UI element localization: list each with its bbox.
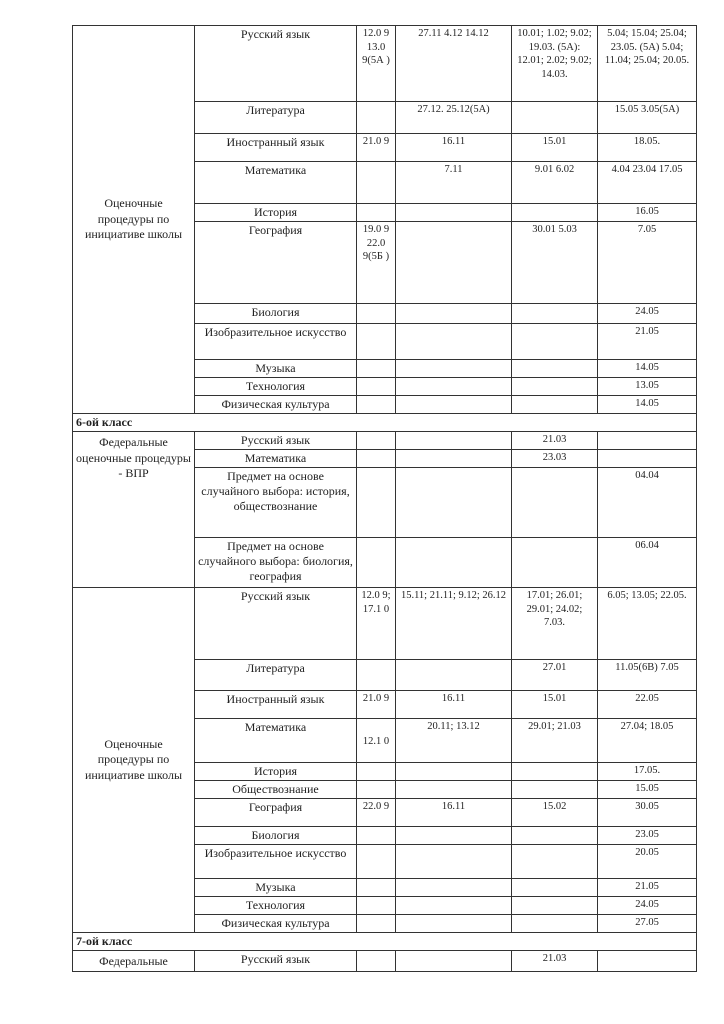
date-cell: [357, 360, 396, 378]
subject-cell: Предмет на основе случайного выбора: биология, география: [195, 538, 357, 588]
date-cell: 27.04; 18.05: [598, 719, 697, 763]
date-cell: 20.05: [598, 845, 697, 879]
date-cell: 16.11: [396, 799, 512, 827]
table-row: [73, 432, 697, 450]
category-cell: Оценочные процедуры по инициативе школы: [73, 588, 195, 933]
date-cell: 15.02: [512, 799, 598, 827]
date-cell: [512, 827, 598, 845]
date-cell: [598, 450, 697, 468]
subject-cell: Русский язык: [195, 26, 357, 102]
date-cell: [512, 360, 598, 378]
subject-cell: Предмет на основе случайного выбора: история, обществознание: [195, 468, 357, 538]
date-cell: [357, 378, 396, 396]
date-cell: [357, 845, 396, 879]
subject-cell: Русский язык: [195, 588, 357, 660]
date-cell: 16.11: [396, 691, 512, 719]
date-cell: 16.05: [598, 204, 697, 222]
date-cell: [357, 951, 396, 972]
date-cell: [396, 827, 512, 845]
date-cell: 21.05: [598, 324, 697, 360]
date-cell: [396, 432, 512, 450]
subject-cell: История: [195, 763, 357, 781]
date-cell: [512, 102, 598, 134]
date-cell: [512, 304, 598, 324]
date-cell: 19.0 9 22.0 9(5Б ): [357, 222, 396, 304]
date-cell: 27.01: [512, 660, 598, 691]
date-cell: 15.05: [598, 781, 697, 799]
date-cell: 20.11; 13.12: [396, 719, 512, 763]
date-cell: 4.04 23.04 17.05: [598, 162, 697, 204]
subject-cell: Математика: [195, 719, 357, 763]
subject-cell: Технология: [195, 378, 357, 396]
date-cell: 23.05: [598, 827, 697, 845]
date-cell: [396, 468, 512, 538]
date-cell: 22.05: [598, 691, 697, 719]
date-cell: [396, 360, 512, 378]
date-cell: [396, 951, 512, 972]
date-cell: [396, 378, 512, 396]
date-cell: 23.03: [512, 450, 598, 468]
date-cell: 7.11: [396, 162, 512, 204]
date-cell: 06.04: [598, 538, 697, 588]
date-cell: 21.0 9: [357, 134, 396, 162]
date-cell: 10.01; 1.02; 9.02; 19.03. (5А): 12.01; 2.02; 9.02; 14.03.: [512, 26, 598, 102]
date-cell: 5.04; 15.04; 25.04; 23.05. (5А) 5.04; 11.04; 25.04; 20.05.: [598, 26, 697, 102]
date-cell: [512, 204, 598, 222]
date-cell: [396, 897, 512, 915]
date-cell: 15.05 3.05(5А): [598, 102, 697, 134]
date-cell: [512, 468, 598, 538]
date-cell: [396, 763, 512, 781]
subject-cell: Литература: [195, 660, 357, 691]
date-cell: 14.05: [598, 396, 697, 414]
date-cell: 12.0 9 13.0 9(5А ): [357, 26, 396, 102]
date-cell: [357, 204, 396, 222]
date-cell: 16.11: [396, 134, 512, 162]
date-cell: [396, 879, 512, 897]
date-cell: 18.05.: [598, 134, 697, 162]
subject-cell: Математика: [195, 450, 357, 468]
date-cell: 24.05: [598, 897, 697, 915]
subject-cell: Изобразительное искусство: [195, 845, 357, 879]
date-cell: 30.05: [598, 799, 697, 827]
date-cell: [357, 915, 396, 933]
date-cell: [357, 538, 396, 588]
category-cell: Федеральные оценочные процедуры - ВПР: [73, 432, 195, 588]
schedule-page: [72, 25, 696, 972]
subject-cell: Иностранный язык: [195, 134, 357, 162]
category-cell: Федеральные: [73, 951, 195, 972]
date-cell: [396, 222, 512, 304]
date-cell: [396, 450, 512, 468]
subject-cell: Изобразительное искусство: [195, 324, 357, 360]
grade-row: [73, 414, 697, 432]
date-cell: 14.05: [598, 360, 697, 378]
date-cell: [512, 396, 598, 414]
subject-cell: Биология: [195, 827, 357, 845]
date-cell: [396, 204, 512, 222]
subject-cell: Физическая культура: [195, 396, 357, 414]
date-cell: [357, 827, 396, 845]
date-cell: [396, 538, 512, 588]
date-cell: [357, 396, 396, 414]
date-cell: 21.03: [512, 432, 598, 450]
date-cell: 27.12. 25.12(5А): [396, 102, 512, 134]
date-cell: 21.05: [598, 879, 697, 897]
date-cell: 24.05: [598, 304, 697, 324]
date-cell: 04.04: [598, 468, 697, 538]
date-cell: 29.01; 21.03: [512, 719, 598, 763]
subject-cell: Русский язык: [195, 432, 357, 450]
category-cell: Оценочные процедуры по инициативе школы: [73, 26, 195, 414]
date-cell: 30.01 5.03: [512, 222, 598, 304]
date-cell: 22.0 9: [357, 799, 396, 827]
date-cell: [357, 450, 396, 468]
date-cell: [357, 763, 396, 781]
date-cell: [512, 538, 598, 588]
table-row: [73, 588, 697, 660]
assessment-schedule-table: [72, 25, 697, 972]
date-cell: 15.01: [512, 691, 598, 719]
date-cell: 12.0 9; 17.1 0: [357, 588, 396, 660]
table-row: [73, 26, 697, 102]
subject-cell: Биология: [195, 304, 357, 324]
date-cell: 27.11 4.12 14.12: [396, 26, 512, 102]
date-cell: 11.05(6В) 7.05: [598, 660, 697, 691]
date-cell: 17.01; 26.01; 29.01; 24.02; 7.03.: [512, 588, 598, 660]
date-cell: [357, 468, 396, 538]
date-cell: 6.05; 13.05; 22.05.: [598, 588, 697, 660]
grade-heading: 6-ой класс: [73, 414, 697, 432]
subject-cell: Русский язык: [195, 951, 357, 972]
subject-cell: Музыка: [195, 360, 357, 378]
date-cell: [357, 897, 396, 915]
subject-cell: Технология: [195, 897, 357, 915]
subject-cell: География: [195, 799, 357, 827]
date-cell: [598, 432, 697, 450]
date-cell: [512, 845, 598, 879]
date-cell: 21.03: [512, 951, 598, 972]
date-cell: 9.01 6.02: [512, 162, 598, 204]
date-cell: [512, 897, 598, 915]
date-cell: 7.05: [598, 222, 697, 304]
date-cell: 12.1 0: [357, 719, 396, 763]
date-cell: [357, 324, 396, 360]
date-cell: [512, 781, 598, 799]
subject-cell: Обществознание: [195, 781, 357, 799]
date-cell: [396, 845, 512, 879]
date-cell: [396, 324, 512, 360]
date-cell: 13.05: [598, 378, 697, 396]
date-cell: [598, 951, 697, 972]
date-cell: [357, 781, 396, 799]
date-cell: [357, 879, 396, 897]
date-cell: [396, 781, 512, 799]
date-cell: [512, 915, 598, 933]
date-cell: [357, 162, 396, 204]
date-cell: 27.05: [598, 915, 697, 933]
date-cell: [357, 304, 396, 324]
date-cell: 17.05.: [598, 763, 697, 781]
date-cell: [512, 324, 598, 360]
date-cell: [357, 432, 396, 450]
subject-cell: Физическая культура: [195, 915, 357, 933]
date-cell: 15.01: [512, 134, 598, 162]
date-cell: [357, 102, 396, 134]
grade-heading: 7-ой класс: [73, 933, 697, 951]
subject-cell: Иностранный язык: [195, 691, 357, 719]
date-cell: [396, 396, 512, 414]
subject-cell: Математика: [195, 162, 357, 204]
subject-cell: География: [195, 222, 357, 304]
date-cell: [512, 763, 598, 781]
date-cell: [512, 378, 598, 396]
subject-cell: История: [195, 204, 357, 222]
subject-cell: Литература: [195, 102, 357, 134]
date-cell: [396, 660, 512, 691]
table-row: [73, 951, 697, 972]
date-cell: [396, 915, 512, 933]
subject-cell: Музыка: [195, 879, 357, 897]
date-cell: 15.11; 21.11; 9.12; 26.12: [396, 588, 512, 660]
date-cell: [512, 879, 598, 897]
grade-row: [73, 933, 697, 951]
date-cell: 21.0 9: [357, 691, 396, 719]
date-cell: [396, 304, 512, 324]
date-cell: [357, 660, 396, 691]
